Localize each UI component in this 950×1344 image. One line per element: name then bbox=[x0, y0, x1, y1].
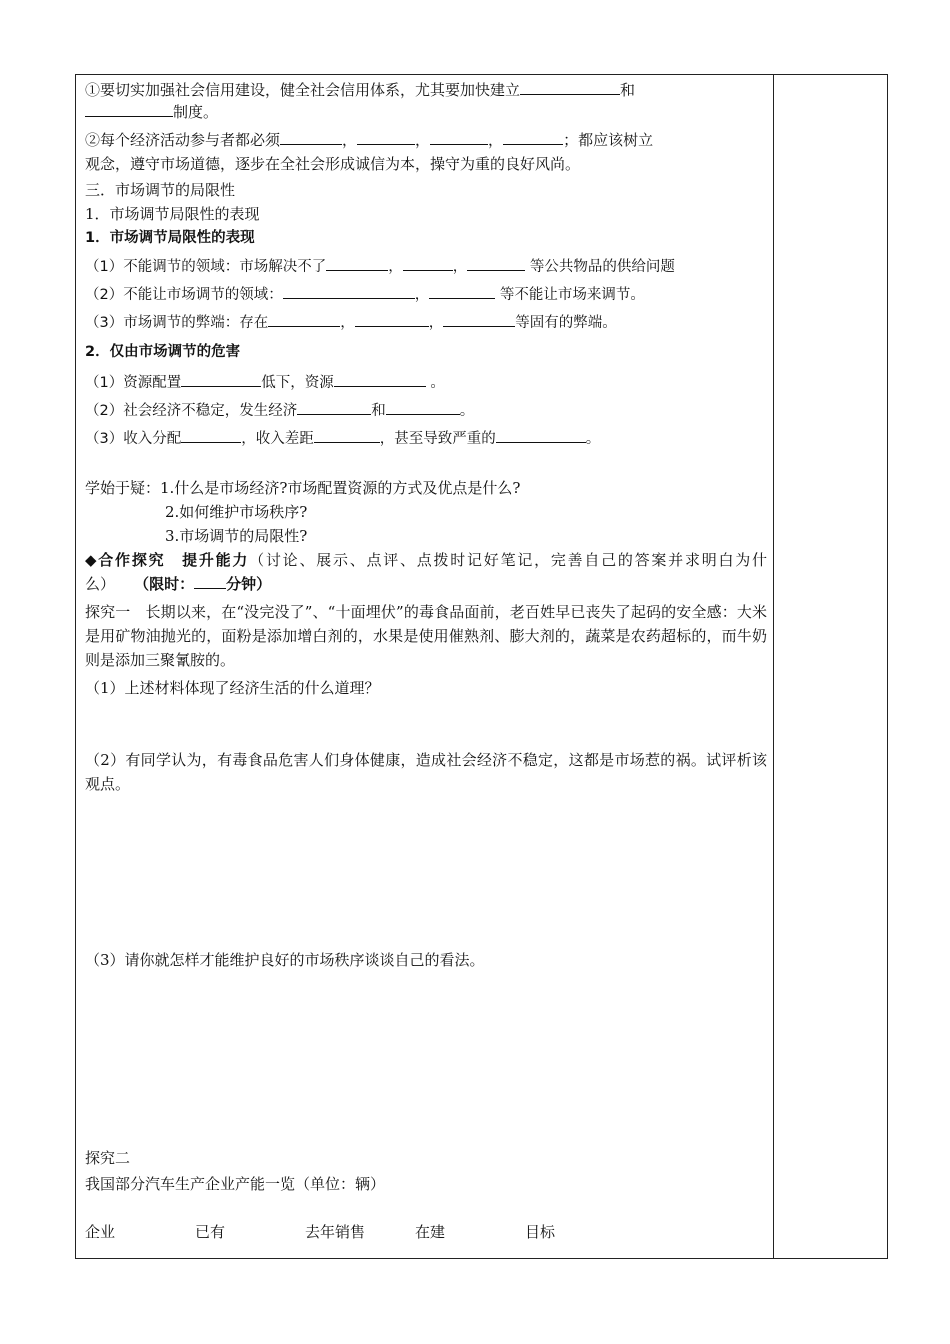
blank[interactable] bbox=[357, 130, 415, 145]
text: 制度。 bbox=[173, 103, 219, 121]
table-header-row bbox=[85, 1222, 605, 1242]
participant-duty-line-2 bbox=[85, 154, 580, 174]
text: 分钟） bbox=[226, 575, 272, 593]
blank[interactable] bbox=[403, 256, 453, 271]
text: 探究二 bbox=[85, 1149, 131, 1167]
blank[interactable] bbox=[496, 428, 586, 443]
blank[interactable] bbox=[520, 80, 620, 95]
text: 3.市场调节的局限性? bbox=[165, 527, 308, 545]
text: 1．市场调节局限性的表现 bbox=[85, 205, 260, 223]
text: ①要切实加强社会信用建设，健全社会信用体系，尤其要加快建立 bbox=[85, 81, 521, 99]
text: ；都应该树立 bbox=[563, 131, 654, 149]
text: 2.如何维护市场秩序? bbox=[165, 503, 308, 521]
blank[interactable] bbox=[297, 400, 371, 415]
text: 观念，遵守市场道德，逐步在全社会形成诚信为本，操守为重的良好风尚。 bbox=[85, 155, 581, 173]
blank[interactable] bbox=[326, 256, 388, 271]
text: ， bbox=[452, 259, 468, 275]
text: ，收入差距 bbox=[241, 431, 314, 447]
blank[interactable] bbox=[429, 284, 495, 299]
text: 。 bbox=[459, 403, 475, 419]
blank[interactable] bbox=[283, 284, 415, 299]
credit-system-line-2 bbox=[85, 102, 218, 122]
blank[interactable] bbox=[181, 372, 261, 387]
blank[interactable] bbox=[181, 428, 241, 443]
text: （1）上述材料体现了经济生活的什么道理？ bbox=[85, 679, 380, 697]
text: 和 bbox=[371, 403, 386, 419]
limit-item-1 bbox=[85, 256, 675, 277]
blank[interactable] bbox=[314, 428, 380, 443]
table-title bbox=[85, 1174, 385, 1194]
exploration-2-heading bbox=[85, 1148, 130, 1168]
text: 。 bbox=[585, 431, 601, 447]
text: 1．市场调节局限性的表现 bbox=[85, 230, 255, 246]
blank[interactable] bbox=[268, 312, 340, 327]
text: ②每个经济活动参与者都必须 bbox=[85, 131, 281, 149]
exploration-1-question-2 bbox=[85, 748, 767, 796]
text: ◆合作探究 提升能力 bbox=[85, 551, 250, 569]
blank[interactable] bbox=[503, 130, 563, 145]
table-header-cell: 去年销售 bbox=[305, 1223, 366, 1241]
text: （1）资源配置 bbox=[85, 375, 182, 391]
text: 等不能让市场来调节。 bbox=[499, 287, 645, 303]
blank[interactable] bbox=[355, 312, 429, 327]
text: 探究一 长期以来，在“没完没了”、“十面埋伏”的毒食品面前，老百姓早已丧失了起码的安全感：大米是用矿物油抛光的，面粉是添加增白剂的，水果是使用催熟剂、膨大剂的，蔬菜是农药超标的，而牛奶则是添加三聚氰胺的。 bbox=[85, 603, 767, 669]
limit-item-3 bbox=[85, 312, 617, 333]
text: 学始于疑：1.什么是市场经济?市场配置资源的方式及优点是什么? bbox=[85, 479, 521, 497]
text: 和 bbox=[620, 81, 636, 99]
text: 低下，资源 bbox=[261, 375, 334, 391]
blank[interactable] bbox=[280, 130, 342, 145]
text: ， bbox=[388, 259, 403, 275]
subsection-1-heading bbox=[85, 204, 260, 224]
exploration-1-question-1 bbox=[85, 678, 380, 698]
text: ， bbox=[428, 315, 444, 331]
blank[interactable] bbox=[334, 372, 426, 387]
text: 。 bbox=[430, 375, 445, 391]
exploration-1-material bbox=[85, 600, 767, 672]
text: （2）不能让市场调节的领域： bbox=[85, 287, 283, 303]
table-header-cell: 企业 bbox=[85, 1223, 116, 1241]
limit-item-2 bbox=[85, 284, 645, 305]
section-3-heading bbox=[85, 180, 235, 200]
text: ， bbox=[340, 315, 355, 331]
table-header-cell: 已有 bbox=[195, 1223, 226, 1241]
doubt-question-3 bbox=[165, 526, 307, 546]
blank[interactable] bbox=[386, 400, 460, 415]
doubt-question-1 bbox=[85, 478, 520, 498]
danger-item-3 bbox=[85, 428, 600, 449]
danger-item-1 bbox=[85, 372, 445, 393]
subsection-1-heading-bold bbox=[85, 228, 255, 248]
blank[interactable] bbox=[430, 130, 488, 145]
credit-system-line bbox=[85, 80, 635, 100]
text: （3）市场调节的弊端：存在 bbox=[85, 315, 269, 331]
text: （3）请你就怎样才能维护良好的市场秩序谈谈自己的看法。 bbox=[85, 951, 485, 969]
table-header-cell: 目标 bbox=[525, 1223, 556, 1241]
text: 等公共物品的供给问题 bbox=[529, 259, 675, 275]
text: 三．市场调节的局限性 bbox=[85, 181, 236, 199]
text: 我国部分汽车生产企业产能一览（单位：辆） bbox=[85, 1175, 386, 1193]
notes-column-divider bbox=[773, 74, 774, 1259]
text: （2）有同学认为，有毒食品危害人们身体健康，造成社会经济不稳定，这都是市场惹的祸。试评析该观点。 bbox=[85, 751, 767, 793]
cooperative-exploration bbox=[85, 548, 767, 596]
text: ， bbox=[414, 287, 430, 303]
text: （1）不能调节的领域：市场解决不了 bbox=[85, 259, 327, 275]
danger-item-2 bbox=[85, 400, 474, 421]
subsection-2-heading bbox=[85, 342, 240, 362]
doubt-question-2 bbox=[165, 502, 307, 522]
text: （3）收入分配 bbox=[85, 431, 182, 447]
blank[interactable] bbox=[194, 574, 226, 589]
text: ， bbox=[488, 131, 504, 149]
table-header-cell: 在建 bbox=[415, 1223, 446, 1241]
text: （讨论、展示、点评、点拨时记好笔记，完善自己的答案并求明白为什么） bbox=[85, 551, 767, 593]
participant-duty-line bbox=[85, 130, 653, 150]
blank[interactable] bbox=[443, 312, 515, 327]
text: （2）社会经济不稳定，发生经济 bbox=[85, 403, 298, 419]
text: ， bbox=[415, 131, 431, 149]
text: （限时： bbox=[134, 575, 195, 593]
text: 等固有的弊端。 bbox=[515, 315, 617, 331]
blank[interactable] bbox=[85, 102, 173, 117]
text: ，甚至导致严重的 bbox=[379, 431, 496, 447]
text: ， bbox=[342, 131, 358, 149]
exploration-1-question-3 bbox=[85, 950, 485, 970]
blank[interactable] bbox=[467, 256, 525, 271]
text: 2．仅由市场调节的危害 bbox=[85, 344, 241, 360]
